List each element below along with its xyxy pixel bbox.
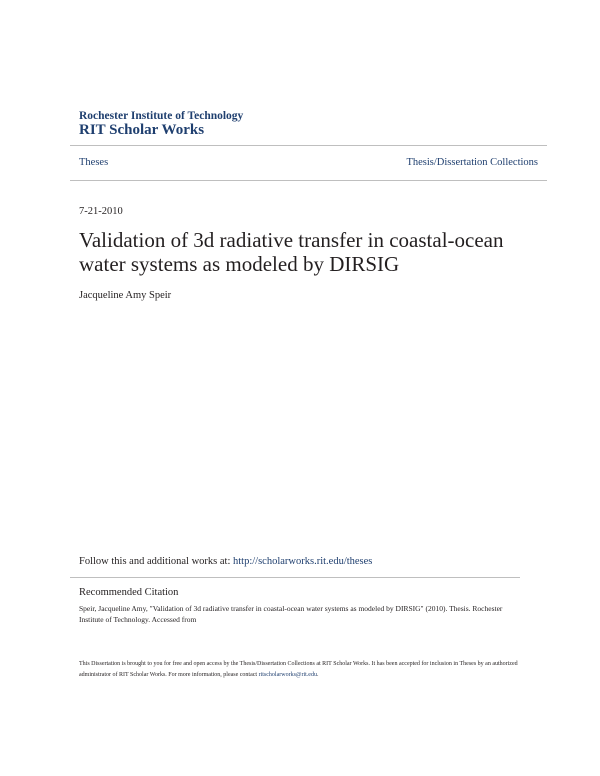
theses-link[interactable]: Theses <box>79 157 109 168</box>
header-divider-bottom <box>70 180 547 181</box>
citation-text: Speir, Jacqueline Amy, "Validation of 3d radiative transfer in coastal-ocean water systems as modeled by DIRSIG" (2010). Thesis. Rochester Institute of Technology. Accessed from <box>79 604 503 624</box>
access-notice <box>79 659 529 681</box>
author-name: Jacqueline Amy Speir <box>79 290 172 301</box>
institution-name: Rochester Institute of Technology <box>79 110 244 122</box>
document-title: Validation of 3d radiative transfer in coastal-ocean water systems as modeled by DIRSIG <box>79 228 504 276</box>
repository-name[interactable]: RIT Scholar Works <box>79 122 205 138</box>
header-divider-top <box>70 145 547 146</box>
access-notice-suffix: . <box>316 672 319 678</box>
follow-line <box>79 556 372 567</box>
citation-divider <box>70 577 520 578</box>
access-notice-text: This Dissertation is brought to you for free and open access by the Thesis/Dissertation Collections at RIT Scholar Works. It has been accepted for inclusion in Theses by an authorized administrator of RIT Scholar Works. For more information, please contact <box>79 661 518 678</box>
follow-text: Follow this and additional works at: <box>79 556 233 567</box>
citation-heading: Recommended Citation <box>79 587 179 598</box>
collections-link[interactable]: Thesis/Dissertation Collections <box>406 157 538 168</box>
publication-date: 7-21-2010 <box>79 206 123 217</box>
contact-email-link[interactable]: ritscholarworks@rit.edu <box>258 672 317 678</box>
follow-url-link[interactable]: http://scholarworks.rit.edu/theses <box>233 556 373 567</box>
